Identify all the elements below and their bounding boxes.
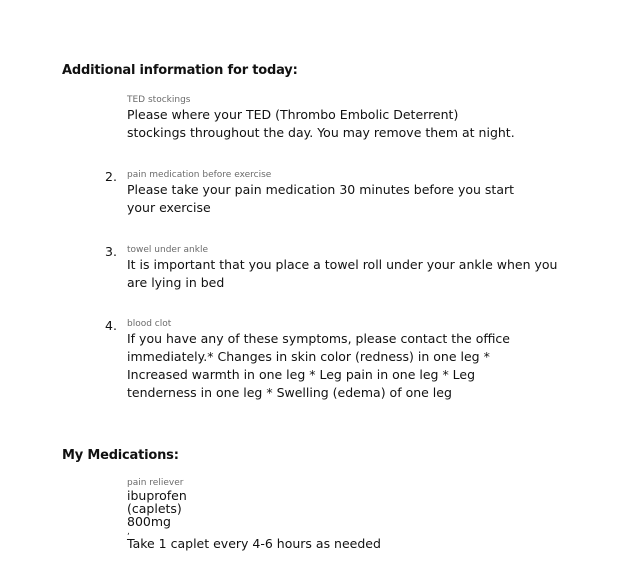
item-label: TED stockings <box>127 95 191 105</box>
info-item-towel-under-ankle <box>105 244 577 292</box>
info-item-blood-clot <box>105 318 577 402</box>
item-text: If you have any of these symptoms, please contact the office immediately.* Changes in skin color (redness) in one leg * Increased warmth in one leg * Leg pain in one leg * Leg tenderness in one leg * Swelling (edema) of one leg <box>127 331 510 400</box>
item-label: pain medication before exercise <box>127 170 272 180</box>
info-item-ted-stockings <box>127 94 577 142</box>
medication-form: (caplets) <box>127 501 182 516</box>
medication-label: pain reliever <box>127 478 184 488</box>
item-text: Please where your TED (Thrombo Embolic Deterrent) stockings throughout the day. You may remove them at night. <box>127 107 515 140</box>
item-text: Please take your pain medication 30 minutes before you start your exercise <box>127 182 515 215</box>
medications-heading: My Medications: <box>62 448 179 463</box>
item-number: 3. <box>105 244 117 259</box>
item-label: blood clot <box>127 319 172 329</box>
medication-entry <box>127 477 577 552</box>
info-item-pain-medication <box>105 169 577 217</box>
additional-info-heading: Additional information for today: <box>62 63 298 78</box>
medication-name: ibuprofen <box>127 488 187 503</box>
item-text: It is important that you place a towel roll under your ankle when you are lying in bed <box>127 257 558 290</box>
item-number: 4. <box>105 318 117 333</box>
item-number: 2. <box>105 169 117 184</box>
item-label: towel under ankle <box>127 245 208 255</box>
medication-dose: 800mg <box>127 514 171 529</box>
medication-separator: , <box>127 527 130 537</box>
medication-instructions: Take 1 caplet every 4-6 hours as needed <box>127 536 381 551</box>
